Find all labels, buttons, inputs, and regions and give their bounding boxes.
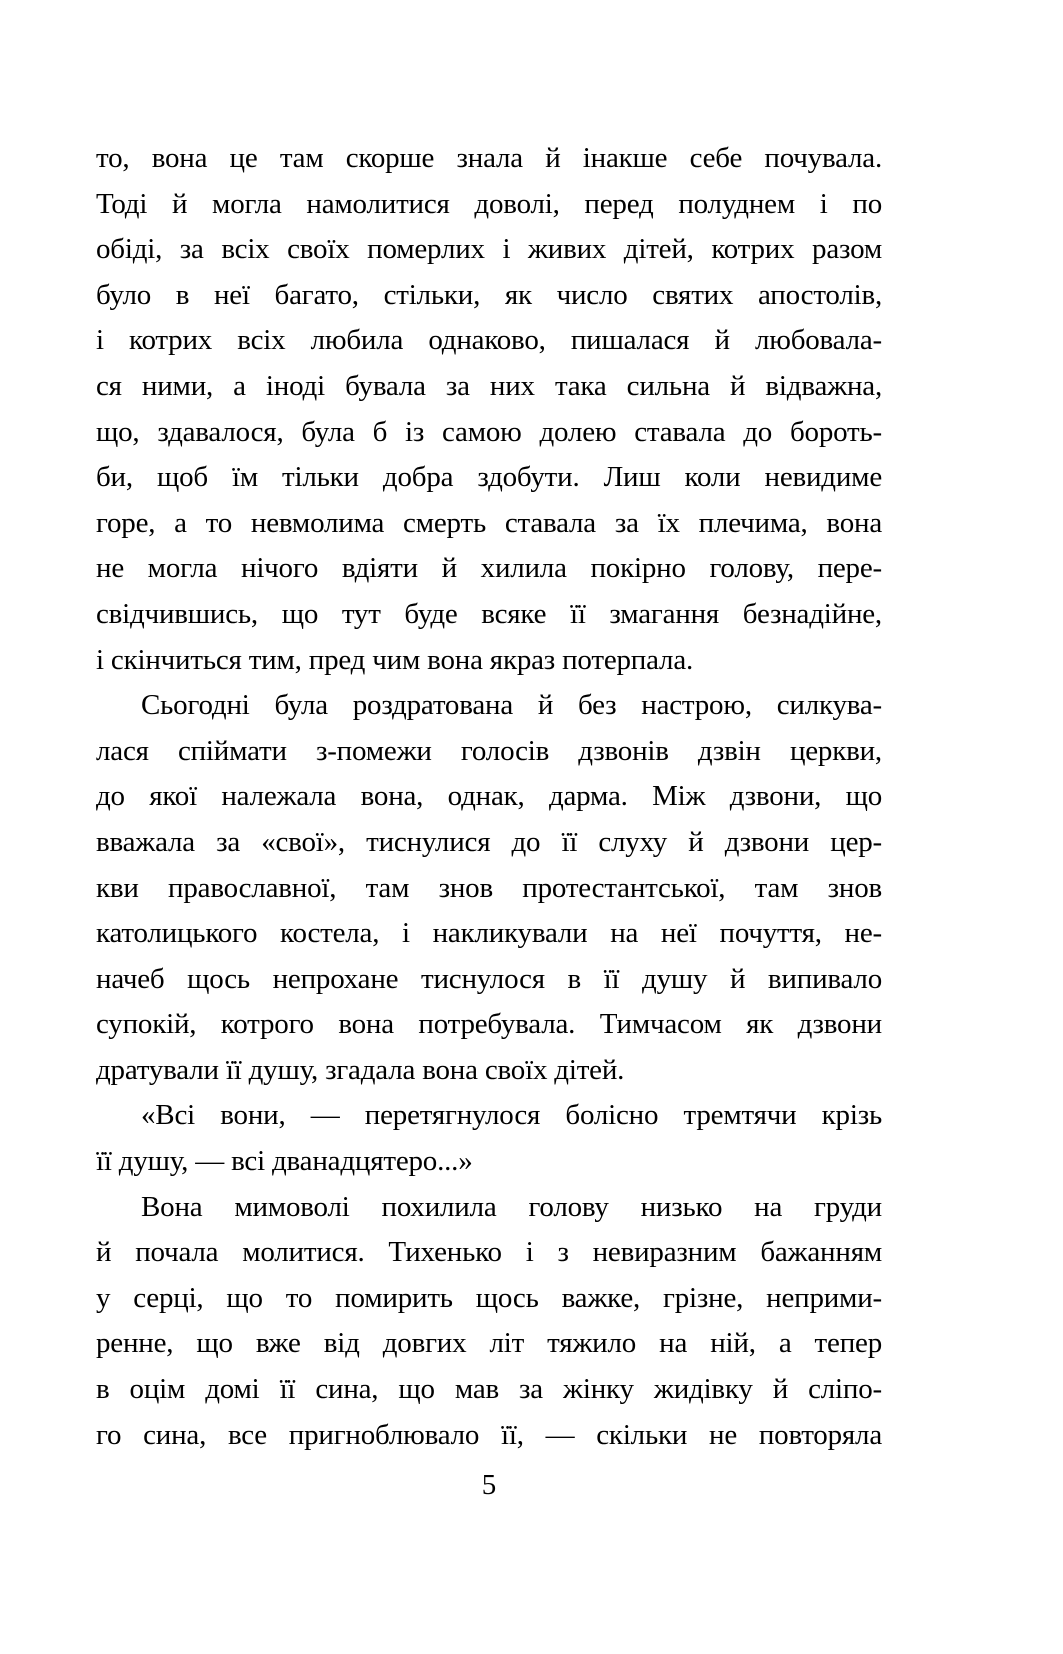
text-line: го сина, все пригноблювало її, — скільки не повторяла xyxy=(96,1418,882,1451)
text-line: Вона мимоволі похилила голову низько на груди xyxy=(141,1190,882,1223)
text-line: свідчившись, що тут буде всяке її змагання безнадійне, xyxy=(96,597,882,630)
paragraph-1 xyxy=(96,136,882,683)
text-line: би, щоб їм тільки добра здобути. Лиш коли невидиме xyxy=(96,461,882,494)
paragraph-3 xyxy=(96,1093,882,1184)
text-line: ренне, що вже від довгих літ тяжило на ній, а тепер xyxy=(96,1327,882,1360)
paragraph-4 xyxy=(96,1185,882,1459)
text-line: начеб щось непрохане тиснулося в її душу й випивало xyxy=(96,962,882,995)
text-line: дратували її душу, згадала вона своїх дітей. xyxy=(96,1053,625,1086)
text-line: що, здавалося, була б із самою долею ставала до бороть- xyxy=(96,415,882,448)
text-line: горе, а то невмолима смерть ставала за їх плечима, вона xyxy=(96,506,882,539)
text-line: не могла нічого вдіяти й хилила покірно голову, пере- xyxy=(96,552,882,585)
text-line: було в неї багато, стільки, як число святих апостолів, xyxy=(96,278,882,311)
paragraph-2 xyxy=(96,683,882,1093)
text-line: то, вона це там скорше знала й інакше себе почувала. xyxy=(96,142,882,174)
text-line: кви православної, там знов протестантської, там знов xyxy=(96,871,882,904)
text-line: і котрих всіх любила однаково, пишалася й любовала- xyxy=(96,324,882,357)
text-line: вважала за «свої», тиснулися до її слуху й дзвони цер- xyxy=(96,825,882,858)
text-line: до якої належала вона, однак, дарма. Між дзвони, що xyxy=(96,780,882,813)
text-line: ся ними, а іноді бувала за них така сильна й відважна, xyxy=(96,369,882,402)
text-line: Тоді й могла намолитися доволі, перед полуднем і по xyxy=(96,187,882,220)
text-line: лася спіймати з-помежи голосів дзвонів дзвін церкви, xyxy=(96,734,882,767)
text-line: в оцім домі її сина, що мав за жінку жидівку й сліпо- xyxy=(96,1373,882,1406)
text-line: Сьогодні була роздратована й без настрою, силкува- xyxy=(141,689,882,722)
text-line: католицького костела, і накликували на неї почуття, не- xyxy=(96,917,882,950)
text-line: і скінчиться тим, пред чим вона якраз потерпала. xyxy=(96,643,694,676)
text-line: у серці, що то помирить щось важке, грізне, неприми- xyxy=(96,1281,882,1314)
body-text xyxy=(96,136,882,1458)
text-line: її душу, — всі дванадцятеро...» xyxy=(96,1145,473,1178)
text-line: й почала молитися. Тихенько і з невиразним бажанням xyxy=(96,1236,882,1269)
page-number: 5 xyxy=(481,1469,497,1501)
text-line: «Всі вони, — перетягнулося болісно тремтячи крізь xyxy=(141,1099,882,1132)
text-line: супокій, котрого вона потребувала. Тимчасом як дзвони xyxy=(96,1008,882,1041)
text-line: обіді, за всіх своїх померлих і живих дітей, котрих разом xyxy=(96,233,882,266)
